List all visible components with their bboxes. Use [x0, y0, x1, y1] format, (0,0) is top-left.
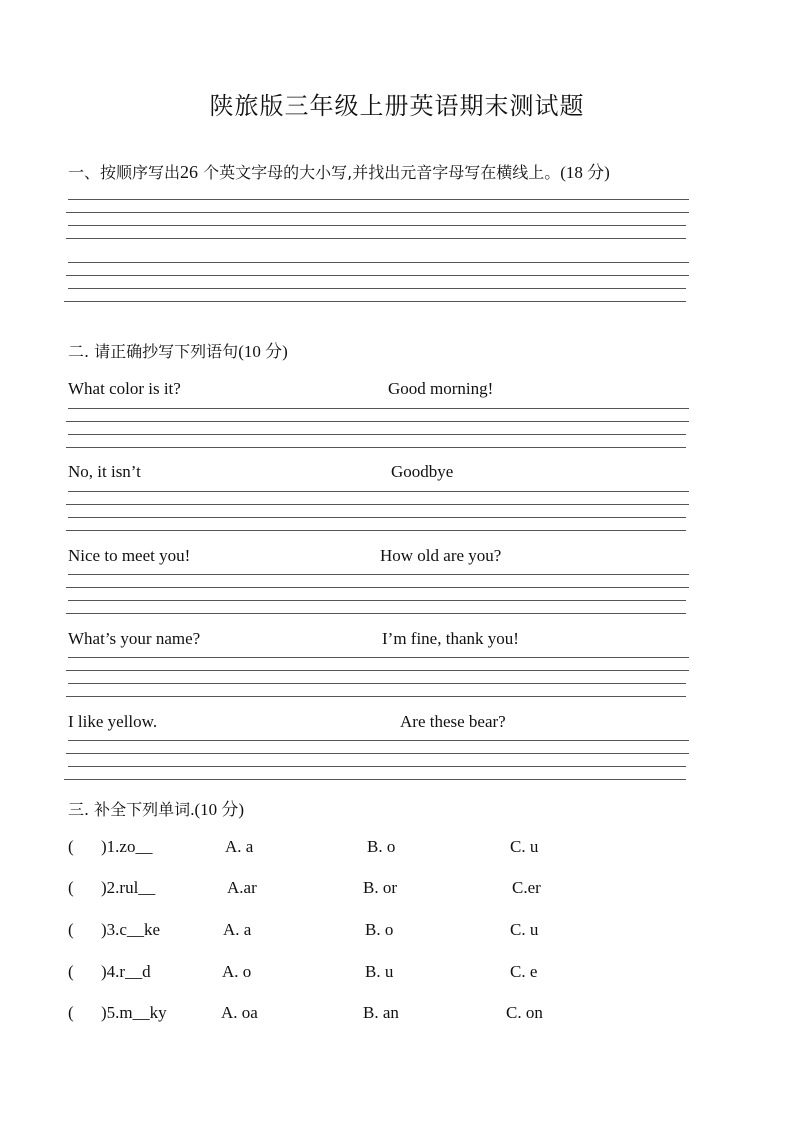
option-c-1: C. u [510, 837, 539, 856]
section3-points: .(10 分) [190, 800, 245, 819]
option-a-5: A. oa [221, 1003, 258, 1022]
page-title: 陕旅版三年级上册英语期末测试题 [209, 92, 585, 120]
phrase-right-1: Good morning! [388, 379, 494, 398]
option-b-4: B. u [365, 962, 394, 981]
question-3: )3.c__ke [101, 920, 161, 939]
option-b-2: B. or [363, 878, 397, 897]
phrase-right-3: How old are you? [380, 546, 502, 565]
option-c-5: C. on [506, 1003, 543, 1022]
phrase-left-5: I like yellow. [68, 712, 158, 731]
answer-paren-5[interactable]: ( [68, 1003, 74, 1022]
phrase-left-1: What color is it? [68, 379, 181, 398]
question-4: )4.r__d [101, 962, 151, 981]
phrase-right-2: Goodbye [391, 462, 454, 481]
phrase-right-5: Are these bear? [400, 712, 506, 731]
option-a-1: A. a [225, 837, 254, 856]
question-1: )1.zo__ [101, 837, 153, 856]
section2-heading [68, 337, 288, 362]
section2-points: (10 分) [238, 342, 288, 361]
section3-label: 三. 补全下列单词 [68, 800, 191, 819]
question-5: )5.m__ky [101, 1003, 167, 1022]
phrase-left-4: What’s your name? [68, 629, 201, 648]
section1-heading: 一、按顺序写出26 个英文字母的大小写,并找出元音字母写在横线上。(18 分) [68, 162, 610, 182]
section1-rest2: 并找出元音字母写在横线上。 [352, 163, 561, 182]
answer-paren-3[interactable]: ( [68, 920, 74, 939]
phrase-right-4: I’m fine, thank you! [382, 629, 519, 648]
answer-paren-4[interactable]: ( [68, 962, 74, 981]
option-a-3: A. a [223, 920, 252, 939]
phrase-left-3: Nice to meet you! [68, 546, 191, 565]
section1-points: (18 分) [560, 163, 610, 182]
option-a-4: A. o [222, 962, 252, 981]
answer-paren-1[interactable]: ( [68, 837, 74, 856]
option-b-1: B. o [367, 837, 396, 856]
section1-rest: 个英文字母的大小写 [203, 163, 348, 182]
section1-number: 26 [180, 162, 199, 182]
answer-paren-2[interactable]: ( [68, 878, 74, 897]
phrase-left-2: No, it isn’t [68, 462, 141, 481]
question-2: )2.rul__ [101, 878, 156, 897]
option-c-3: C. u [510, 920, 539, 939]
option-a-2: A.ar [227, 878, 257, 897]
option-c-4: C. e [510, 962, 538, 981]
section3-heading [68, 795, 244, 820]
option-b-3: B. o [365, 920, 394, 939]
section1-label: 一、按顺序写出 [68, 163, 181, 182]
option-b-5: B. an [363, 1003, 399, 1022]
option-c-2: C.er [512, 878, 541, 897]
section2-label: 二. 请正确抄写下列语句 [68, 342, 239, 361]
